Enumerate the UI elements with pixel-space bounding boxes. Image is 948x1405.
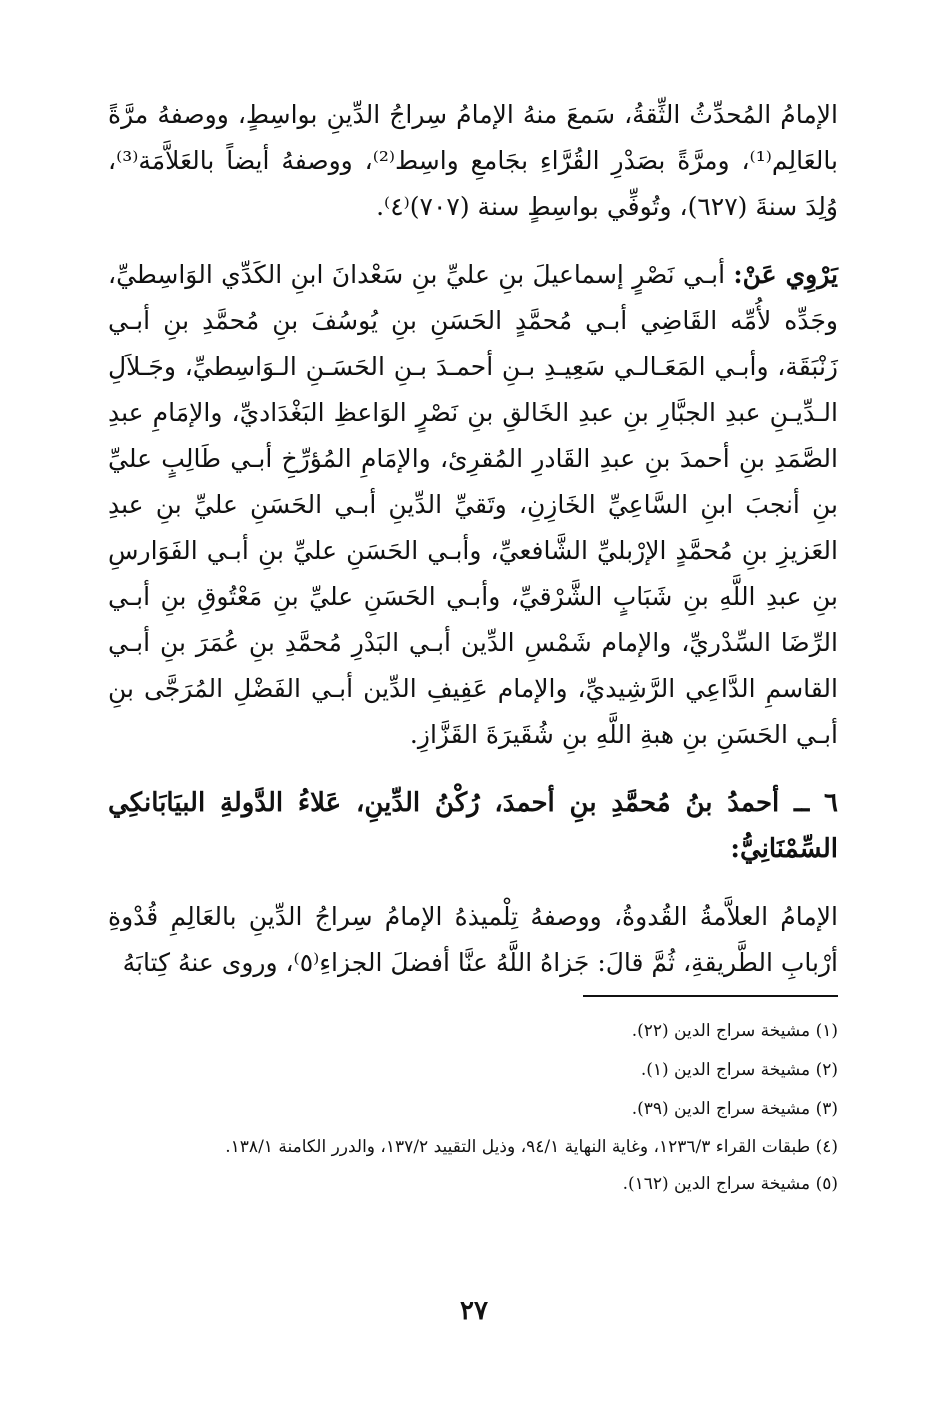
footnote-2: (٢) مشيخة سراج الدين (١). [640, 1060, 838, 1080]
footnotes [108, 1012, 838, 1204]
footnote-4: (٤) طبقات القراء ١٢٣٦/٣، وغاية النهاية ٩٤/١، وذيل التقييد ١٣٧/٢، والدرر الكامنة ١٣٨/١. [225, 1137, 838, 1157]
footnote-3: (٣) مشيخة سراج الدين (٣٩). [631, 1099, 838, 1119]
paragraph-description: الإمامُ المُحدِّثُ الثِّقةُ، سَمعَ منهُ الإمامُ سِراجُ الدِّينِ بواسِطٍ، ووصفهُ مرَّةً بالعَالِم⁽¹⁾، ومرَّةً بصَدْرِ القُرَّاءِ بجَامعِ واسِط⁽²⁾، ووصفهُ أيضاً بالعَلاَّمَة⁽³⁾، وُلِدَ سنةَ (٦٢٧)، وتُوفِّي بواسِطٍ سنة (٧٠٧)⁽٤⁾. [108, 100, 838, 221]
entry-heading: ٦ ــ أحمدُ بنُ مُحمَّدِ بنِ أحمدَ، رُكْنُ الدِّينِ، عَلاءُ الدَّولةِ البيَابَانكِي السِّمْنَانِيُّ: [108, 788, 838, 864]
footnote-5: (٥) مشيخة سراج الدين (١٦٢). [622, 1174, 838, 1194]
main-text [108, 92, 838, 986]
page-number: ٢٧ [460, 1296, 488, 1326]
paragraph-narrates-from [108, 252, 838, 758]
narrates-from-label: يَرْوِي عَنْ: [733, 260, 838, 289]
footnote-divider [583, 995, 838, 997]
footnote-1: (١) مشيخة سراج الدين (٢٢). [631, 1021, 838, 1041]
narrates-from-list: أبـي نَصْرٍ إسماعيلَ بنِ عليِّ بنِ سَعْدانَ ابنِ الكَدِّي الوَاسِطيِّ، وجَدِّه لأُمِّه القَاضِي أبـي مُحمَّدٍ الحَسَنِ بنِ يُوسُفَ بنِ مُحمَّدِ بنِ أبـي زَنْبَقَة، وأبـي المَعَـالـي سَعِيـدِ بـنِ أحمـدَ بـنِ الحَسَـنِ الـوَاسِطيِّ، وجَـلاَلِ الـدِّيـنِ عبدِ الجبَّارِ بنِ عبدِ الخَالقِ بنِ نَصْرٍ الوَاعظِ البَغْدَاديِّ، والإمَامِ عبدِ الصَّمَدِ بنِ أحمدَ بنِ عبدِ القَادرِ المُقرِئ، والإمَامِ المُؤرِّخِ أبـي طَالِبٍ عليِّ بنِ أنجبَ ابنِ السَّاعِيِّ الخَازِنِ، وتَقيِّ الدِّينِ أبـي الحَسَنِ عليِّ بنِ عبدِ العَزيزِ بنِ مُحمَّدٍ الإرْبليِّ الشَّافعيِّ، وأبـي الحَسَنِ عليِّ بنِ أبـي الفَوَارسِ بنِ عبدِ اللَّهِ بنِ شَبَابٍ الشَّرْقيِّ، وأبـي الحَسَنِ عليِّ بنِ مَعْتُوقِ بنِ أبـي الرِّضَا السِّدْريِّ، والإمام شَمْسِ الدِّين أبـي البَدْرِ مُحمَّدِ بنِ عُمَرَ بنِ أبـي القاسمِ الدَّاعِي الرَّشِيديِّ، والإمام عَفِيفِ الدِّين أبـي الفَضْلِ المُرَجَّى بنِ أبـي الحَسَنِ بنِ هبةِ اللَّهِ بنِ شُقَيرَةَ القَزَّازِ. [108, 260, 838, 749]
paragraph-entry-description: الإمامُ العلاَّمةُ القُدوةُ، ووصفهُ تِلْميذهُ الإمامُ سِراجُ الدِّينِ بالعَالِمِ قُدْوةِ أرْبابِ الطَّريقةِ، ثُمَّ قالَ: جَزاهُ اللَّهُ عنَّا أفضلَ الجزاءِ⁽٥⁾، وروى عنهُ كِتابَهُ [108, 902, 838, 977]
